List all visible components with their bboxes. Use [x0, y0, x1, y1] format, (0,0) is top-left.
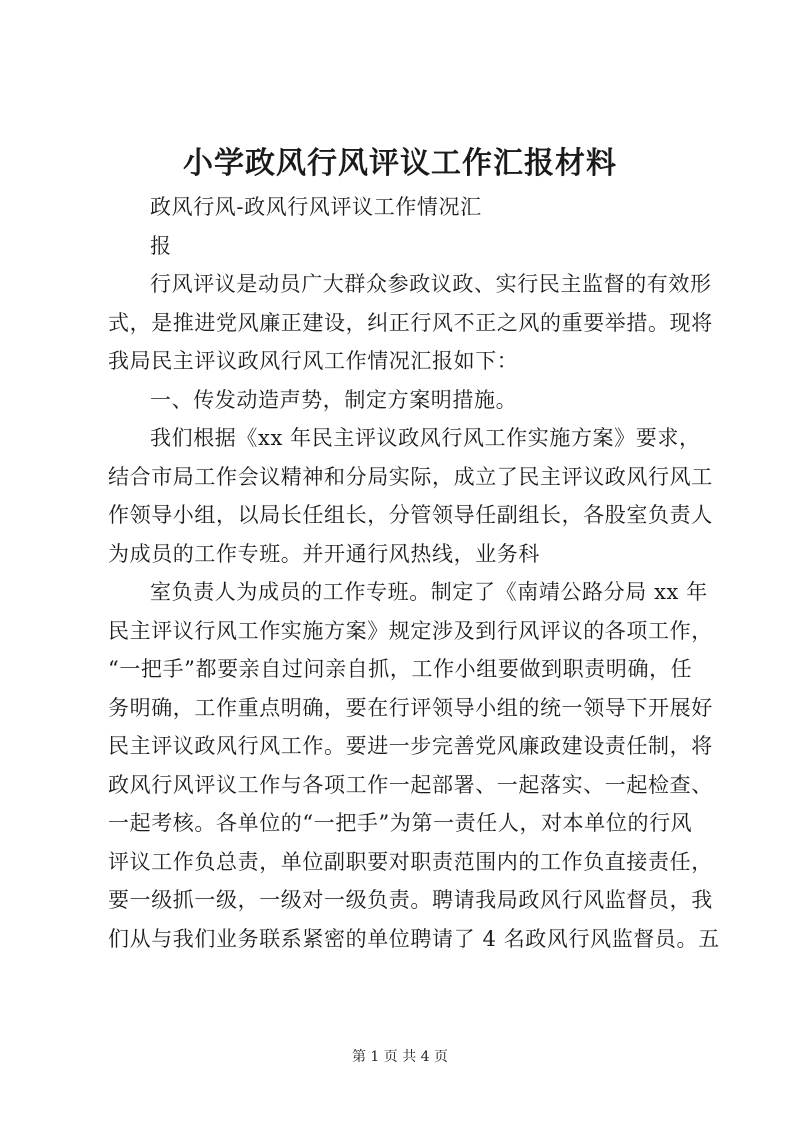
- text-line: 我们根据《xx 年民主评议政风行风工作实施方案》要求，: [150, 426, 701, 450]
- text-line: 报: [150, 233, 172, 258]
- text-line: 政风行风评议工作与各项工作一起部署、一起落实、一起检查、: [108, 772, 713, 797]
- text-line: 作领导小组，以局长任组长，分管领导任副组长，各股室负责人: [108, 503, 713, 527]
- document-body: [108, 188, 720, 958]
- text-line: 室负责人为成员的工作专班。制定了《南靖公路分局 xx 年: [150, 580, 708, 604]
- text-line: 行风评议是动员广大群众参政议政、实行民主监督的有效形: [150, 272, 712, 296]
- text-line: 们从与我们业务联系紧密的单位聘请了 4 名政风行风监督员。五: [108, 926, 720, 951]
- document-title: 小学政风行风评议工作汇报材料: [183, 146, 617, 181]
- text-line: 一、传发动造声势，制定方案明措施。: [150, 387, 518, 412]
- text-line: 评议工作负总责，单位副职要对职责范围内的工作负直接责任，: [108, 849, 713, 874]
- text-line: 一起考核。各单位的“一把手”为第一责任人，对本单位的行风: [108, 811, 693, 835]
- text-line: 为成员的工作专班。并开通行风热线，业务科: [108, 541, 540, 566]
- text-line: 民主评议行风工作实施方案》规定涉及到行风评议的各项工作，: [108, 618, 713, 643]
- text-line: 式，是推进党风廉正建设，纠正行风不正之风的重要举措。现将: [108, 310, 713, 335]
- text-line: 务明确，工作重点明确，要在行评领导小组的统一领导下开展好: [108, 695, 713, 720]
- text-line: 结合市局工作会议精神和分局实际，成立了民主评议政风行风工: [108, 464, 713, 489]
- page-footer: 第 1 页 共 4 页: [351, 1049, 449, 1065]
- text-line: 政风行风-政风行风评议工作情况汇: [150, 195, 482, 219]
- text-line: 要一级抓一级，一级对一级负责。聘请我局政风行风监督员，我: [108, 888, 713, 912]
- text-line: “一把手”都要亲自过问亲自抓，工作小组要做到职责明确，任: [108, 657, 693, 681]
- text-line: 我局民主评议政风行风工作情况汇报如下：: [108, 349, 519, 373]
- text-line: 民主评议政风行风工作。要进一步完善党风廉政建设责任制，将: [108, 734, 713, 758]
